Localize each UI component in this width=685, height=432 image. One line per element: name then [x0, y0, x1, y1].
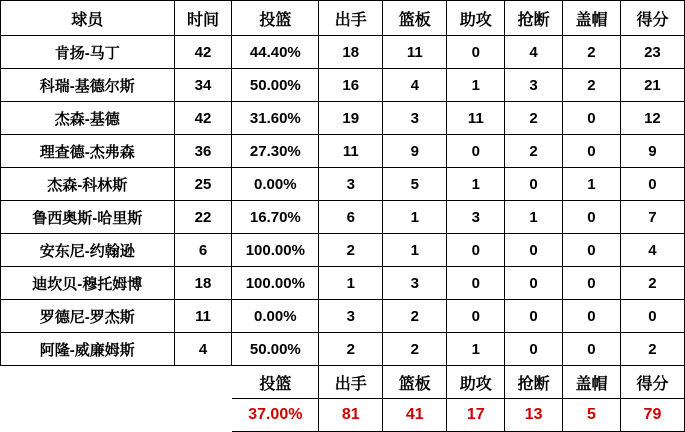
player-name: 鲁西奥斯-哈里斯: [1, 201, 175, 234]
player-attempts: 3: [319, 168, 383, 201]
column-header-assists: 助攻: [447, 1, 505, 36]
player-minutes: 22: [174, 201, 232, 234]
player-steals: 0: [505, 267, 563, 300]
column-header-fg-pct: 投篮: [232, 1, 319, 36]
table-row: [1, 201, 685, 234]
player-steals: 0: [505, 300, 563, 333]
player-attempts: 11: [319, 135, 383, 168]
player-fg-pct: 0.00%: [232, 168, 319, 201]
totals-assists: 17: [447, 399, 505, 432]
table-row: [1, 36, 685, 69]
summary-header-blocks: 盖帽: [563, 366, 621, 399]
column-header-rebounds: 篮板: [383, 1, 447, 36]
player-assists: 1: [447, 168, 505, 201]
player-assists: 0: [447, 267, 505, 300]
player-blocks: 1: [563, 168, 621, 201]
player-minutes: 34: [174, 69, 232, 102]
totals-fg-pct: 37.00%: [232, 399, 319, 432]
table-row: [1, 300, 685, 333]
summary-header-rebounds: 篮板: [383, 366, 447, 399]
player-steals: 2: [505, 102, 563, 135]
player-rebounds: 11: [383, 36, 447, 69]
player-rebounds: 3: [383, 267, 447, 300]
player-fg-pct: 31.60%: [232, 102, 319, 135]
player-name: 理查德-杰弗森: [1, 135, 175, 168]
player-minutes: 6: [174, 234, 232, 267]
player-name: 科瑞-基德尔斯: [1, 69, 175, 102]
summary-header-attempts: 出手: [319, 366, 383, 399]
player-name: 阿隆-威廉姆斯: [1, 333, 175, 366]
player-points: 0: [620, 168, 684, 201]
player-points: 21: [620, 69, 684, 102]
player-minutes: 11: [174, 300, 232, 333]
player-fg-pct: 100.00%: [232, 234, 319, 267]
player-minutes: 18: [174, 267, 232, 300]
summary-header-assists: 助攻: [447, 366, 505, 399]
summary-header-row: [1, 366, 685, 399]
summary-header-steals: 抢断: [505, 366, 563, 399]
totals-blank-minutes: [174, 399, 232, 432]
player-points: 0: [620, 300, 684, 333]
player-minutes: 36: [174, 135, 232, 168]
player-attempts: 16: [319, 69, 383, 102]
player-fg-pct: 16.70%: [232, 201, 319, 234]
totals-blocks: 5: [563, 399, 621, 432]
player-points: 12: [620, 102, 684, 135]
player-minutes: 42: [174, 102, 232, 135]
table-row: [1, 168, 685, 201]
totals-row: [1, 399, 685, 432]
player-points: 23: [620, 36, 684, 69]
table-row: [1, 267, 685, 300]
player-rebounds: 1: [383, 201, 447, 234]
table-row: [1, 234, 685, 267]
totals-blank-player: [1, 399, 175, 432]
player-blocks: 0: [563, 300, 621, 333]
table-row: [1, 135, 685, 168]
player-assists: 0: [447, 135, 505, 168]
table-row: [1, 333, 685, 366]
player-assists: 0: [447, 300, 505, 333]
player-points: 2: [620, 333, 684, 366]
player-name: 杰森-基德: [1, 102, 175, 135]
player-fg-pct: 50.00%: [232, 333, 319, 366]
player-steals: 0: [505, 333, 563, 366]
column-header-minutes: 时间: [174, 1, 232, 36]
totals-attempts: 81: [319, 399, 383, 432]
player-attempts: 18: [319, 36, 383, 69]
player-rebounds: 4: [383, 69, 447, 102]
player-fg-pct: 50.00%: [232, 69, 319, 102]
table-row: [1, 69, 685, 102]
summary-blank-minutes: [174, 366, 232, 399]
column-header-steals: 抢断: [505, 1, 563, 36]
totals-points: 79: [620, 399, 684, 432]
totals-steals: 13: [505, 399, 563, 432]
player-rebounds: 5: [383, 168, 447, 201]
player-fg-pct: 44.40%: [232, 36, 319, 69]
player-name: 罗德尼-罗杰斯: [1, 300, 175, 333]
player-attempts: 1: [319, 267, 383, 300]
summary-header-points: 得分: [620, 366, 684, 399]
table-row: [1, 102, 685, 135]
player-minutes: 25: [174, 168, 232, 201]
player-attempts: 19: [319, 102, 383, 135]
player-blocks: 0: [563, 234, 621, 267]
player-assists: 0: [447, 234, 505, 267]
player-points: 4: [620, 234, 684, 267]
player-attempts: 2: [319, 333, 383, 366]
player-rebounds: 2: [383, 300, 447, 333]
player-points: 7: [620, 201, 684, 234]
summary-blank-player: [1, 366, 175, 399]
player-assists: 3: [447, 201, 505, 234]
player-rebounds: 1: [383, 234, 447, 267]
player-steals: 0: [505, 234, 563, 267]
player-assists: 1: [447, 333, 505, 366]
player-assists: 1: [447, 69, 505, 102]
player-blocks: 0: [563, 135, 621, 168]
player-steals: 4: [505, 36, 563, 69]
player-blocks: 0: [563, 102, 621, 135]
column-header-blocks: 盖帽: [563, 1, 621, 36]
totals-rebounds: 41: [383, 399, 447, 432]
player-points: 9: [620, 135, 684, 168]
player-fg-pct: 0.00%: [232, 300, 319, 333]
player-points: 2: [620, 267, 684, 300]
player-steals: 1: [505, 201, 563, 234]
column-header-player: 球员: [1, 1, 175, 36]
player-blocks: 0: [563, 267, 621, 300]
player-blocks: 0: [563, 333, 621, 366]
player-name: 安东尼-约翰逊: [1, 234, 175, 267]
player-blocks: 2: [563, 69, 621, 102]
table-header-row: [1, 1, 685, 36]
player-blocks: 2: [563, 36, 621, 69]
player-minutes: 42: [174, 36, 232, 69]
summary-header-fg-pct: 投篮: [232, 366, 319, 399]
player-assists: 0: [447, 36, 505, 69]
player-name: 迪坎贝-穆托姆博: [1, 267, 175, 300]
player-assists: 11: [447, 102, 505, 135]
player-steals: 0: [505, 168, 563, 201]
player-name: 杰森-科林斯: [1, 168, 175, 201]
player-attempts: 6: [319, 201, 383, 234]
player-attempts: 3: [319, 300, 383, 333]
player-name: 肯扬-马丁: [1, 36, 175, 69]
player-attempts: 2: [319, 234, 383, 267]
player-rebounds: 9: [383, 135, 447, 168]
player-steals: 3: [505, 69, 563, 102]
player-rebounds: 2: [383, 333, 447, 366]
player-fg-pct: 100.00%: [232, 267, 319, 300]
column-header-points: 得分: [620, 1, 684, 36]
player-steals: 2: [505, 135, 563, 168]
player-rebounds: 3: [383, 102, 447, 135]
player-fg-pct: 27.30%: [232, 135, 319, 168]
player-minutes: 4: [174, 333, 232, 366]
column-header-attempts: 出手: [319, 1, 383, 36]
player-blocks: 0: [563, 201, 621, 234]
